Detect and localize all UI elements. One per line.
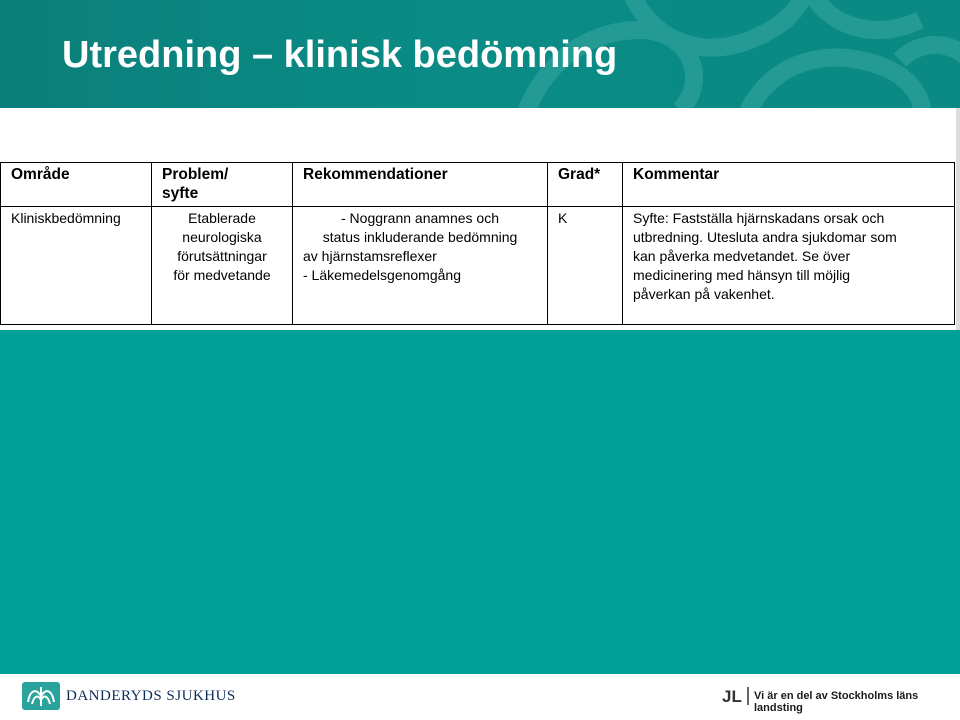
header-bar	[0, 0, 960, 108]
recommendation-line: - Noggrann anamnes och	[341, 210, 499, 226]
assessment-table	[0, 162, 955, 325]
header-problem	[152, 163, 293, 207]
header-problem-line1: Problem/	[162, 166, 229, 183]
comment-line: medicinering med hänsyn till möjlig	[633, 267, 851, 283]
header-recommendations: Rekommendationer	[293, 163, 548, 207]
recommendation-line: status inkluderande bedömning	[322, 229, 518, 245]
recommendation-line: - Läkemedelsgenomgång	[303, 267, 461, 283]
header-problem-line2: syfte	[162, 185, 199, 202]
header-comment: Kommentar	[623, 163, 955, 207]
comment-line: Syfte: Fastställa hjärnskadans orsak och	[633, 210, 885, 226]
footer-tagline: Vi är en del av Stockholms läns landsting	[754, 690, 919, 714]
header-grade: Grad*	[548, 163, 623, 207]
page-title: Utredning – klinisk bedömning	[62, 34, 618, 76]
hospital-brand-name: DANDERYDS SJUKHUS	[66, 688, 236, 704]
landsting-logo-icon	[722, 685, 750, 707]
cell-problem	[152, 207, 293, 325]
problem-line: neurologiska	[182, 229, 262, 245]
cell-grade: K	[548, 207, 623, 325]
table-header-row	[1, 163, 955, 207]
cell-recommendations	[293, 207, 548, 325]
hospital-logo-icon	[22, 682, 60, 710]
comment-line: kan påverka medvetandet. Se över	[633, 248, 851, 264]
cell-area: Kliniskbedömning	[1, 207, 152, 325]
footer-bar	[0, 674, 960, 720]
comment-line: utbredning. Utesluta andra sjukdomar som	[633, 229, 897, 245]
header-area: Område	[1, 163, 152, 207]
recommendation-line: av hjärnstamsreflexer	[303, 248, 437, 264]
table-row	[1, 207, 955, 325]
problem-line: förutsättningar	[177, 248, 267, 264]
landsting-logo-letters: JL	[722, 687, 742, 706]
problem-line: Etablerade	[188, 210, 256, 226]
problem-line: för medvetande	[173, 267, 271, 283]
content-edge	[956, 108, 960, 330]
comment-line: påverkan på vakenhet.	[633, 286, 775, 302]
cell-comment	[623, 207, 955, 325]
